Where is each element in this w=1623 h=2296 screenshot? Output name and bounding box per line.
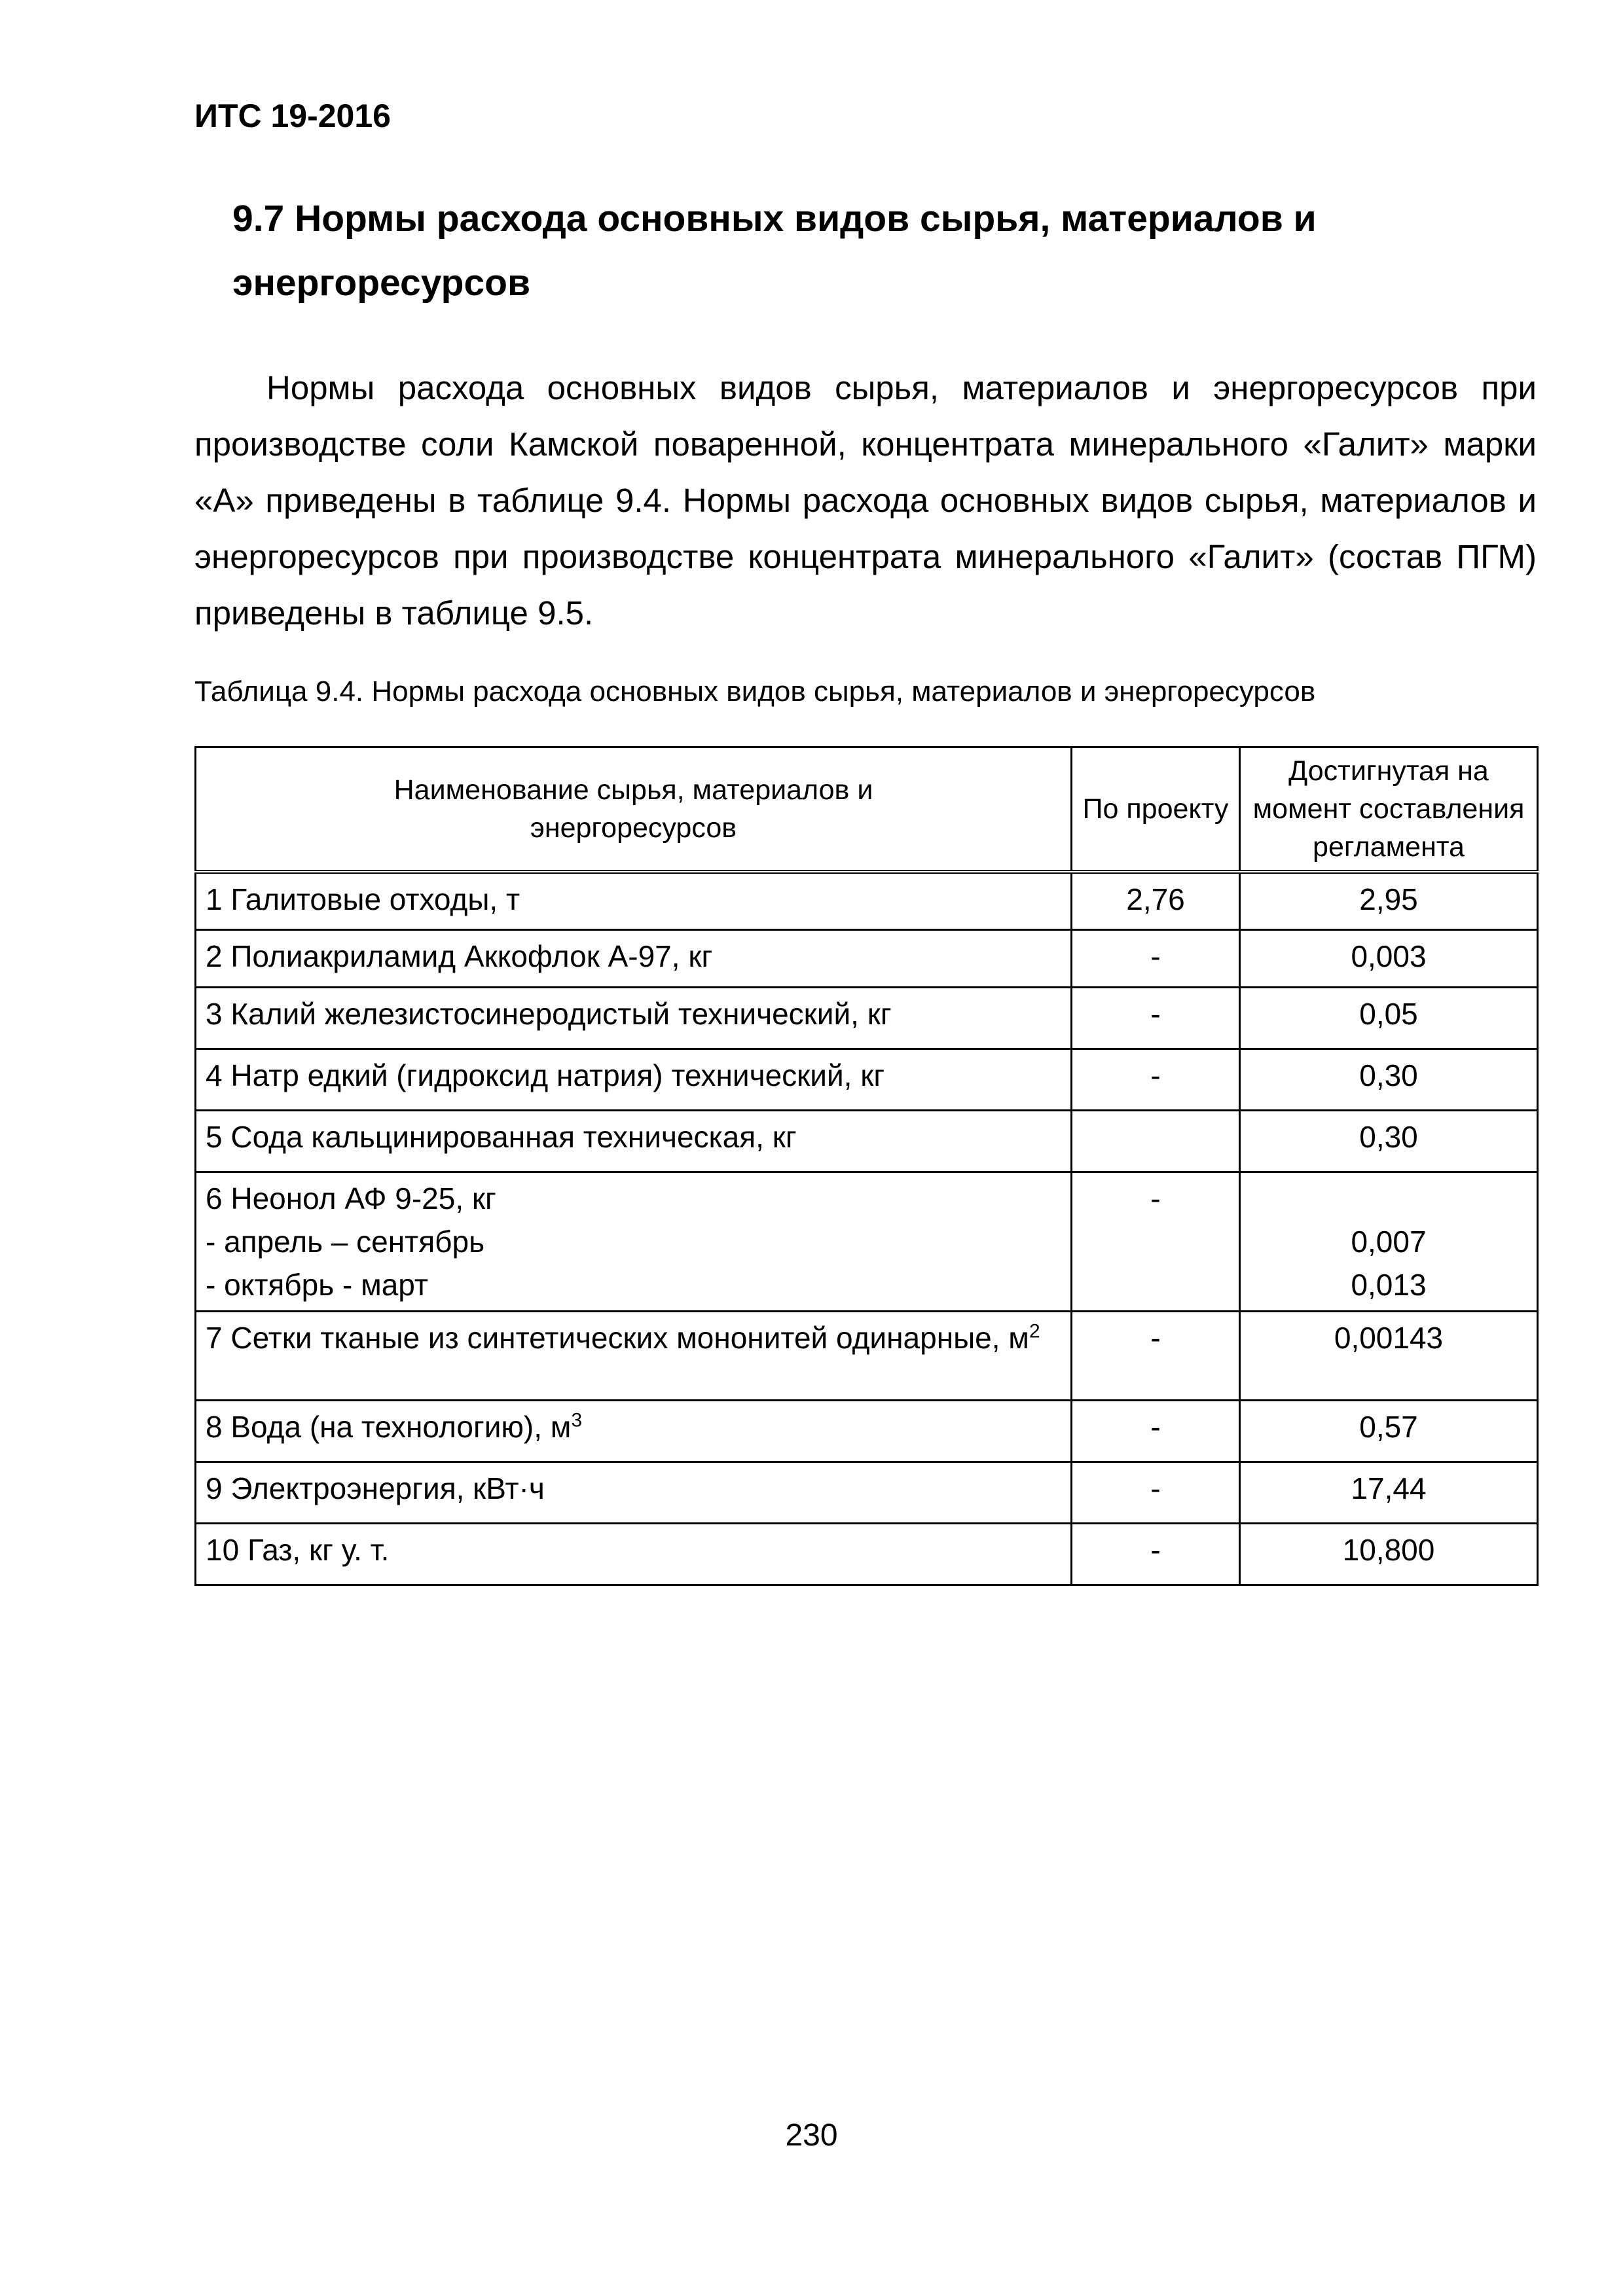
table-row [196,1049,1538,1110]
table-header-row [196,747,1538,872]
row-name: 2 Полиакриламид Аккофлок А-97, кг [196,929,1072,987]
row-name: 4 Натр едкий (гидроксид натрия) технический, кг [196,1049,1072,1110]
row-project: - [1072,1400,1240,1462]
row-achieved: 0,05 [1240,987,1538,1049]
row-achieved: 0,30 [1240,1110,1538,1172]
table-row [196,1523,1538,1585]
row-name: 5 Сода кальцинированная техническая, кг [196,1110,1072,1172]
row-achieved: 10,800 [1240,1523,1538,1585]
row-project: - [1072,1462,1240,1523]
row-achieved-sub: 0,013 [1351,1267,1427,1302]
row-name-sub: - апрель – сентябрь [206,1224,485,1259]
row-achieved-blank [1250,1177,1527,1220]
document-code: ИТС 19-2016 [194,98,391,134]
row-name: 9 Электроэнергия, кВт·ч [196,1462,1072,1523]
row-achieved: 0,57 [1240,1400,1538,1462]
row-name [196,1172,1072,1311]
header-achieved: Достигнутая на момент составления регламента [1240,747,1538,872]
row-name: 1 Галитовые отходы, т [196,872,1072,929]
row-project: - [1072,1311,1240,1400]
table-row [196,1311,1538,1400]
row-achieved: 2,95 [1240,872,1538,929]
norms-table [194,746,1539,1586]
row-project: - [1072,929,1240,987]
row-name-sub: - октябрь - март [206,1267,428,1302]
row-project [1072,1110,1240,1172]
row-project: - [1072,987,1240,1049]
table-caption: Таблица 9.4. Нормы расхода основных видов сырья, материалов и энергоресурсов [194,675,1316,708]
row-achieved [1240,1172,1538,1311]
table-row [196,1400,1538,1462]
row-achieved: 0,003 [1240,929,1538,987]
row-achieved: 0,00143 [1240,1311,1538,1400]
row-name-text: 7 Сетки тканые из синтетических мононитей одинарные, м [206,1320,1029,1355]
row-name [196,1311,1072,1400]
body-paragraph: Нормы расхода основных видов сырья, материалов и энергоресурсов при производстве соли Камской поваренной, концентрата минерального «Галит» марки «А» приведены в таблице 9.4. Нормы расхода основных видов сырья, материалов и энергоресурсов при производстве концентрата минерального «Галит» (состав ПГМ) приведены в таблице 9.5. [194,369,1537,632]
header-name: Наименование сырья, материалов и энергоресурсов [196,747,1072,872]
section-title: 9.7 Нормы расхода основных видов сырья, материалов и энергоресурсов [232,198,1317,304]
row-project: 2,76 [1072,872,1240,929]
header-project: По проекту [1072,747,1240,872]
row-project: - [1072,1523,1240,1585]
row-name: 10 Газ, кг у. т. [196,1523,1072,1585]
table-row [196,1110,1538,1172]
table-row [196,929,1538,987]
row-name-main: 6 Неонол АФ 9-25, кг [206,1181,496,1215]
row-achieved-sub: 0,007 [1351,1224,1427,1259]
row-project: - [1072,1049,1240,1110]
table-row [196,1462,1538,1523]
unit-superscript: 2 [1029,1320,1040,1342]
table-row [196,872,1538,929]
table-row [196,987,1538,1049]
page-number: 230 [785,2118,838,2153]
row-achieved: 0,30 [1240,1049,1538,1110]
unit-superscript: 3 [571,1409,583,1431]
row-name: 3 Калий железистосинеродистый технический, кг [196,987,1072,1049]
row-project: - [1072,1172,1240,1311]
row-name-text: 8 Вода (на технологию), м [206,1409,572,1444]
row-name [196,1400,1072,1462]
row-achieved: 17,44 [1240,1462,1538,1523]
table-row [196,1172,1538,1311]
